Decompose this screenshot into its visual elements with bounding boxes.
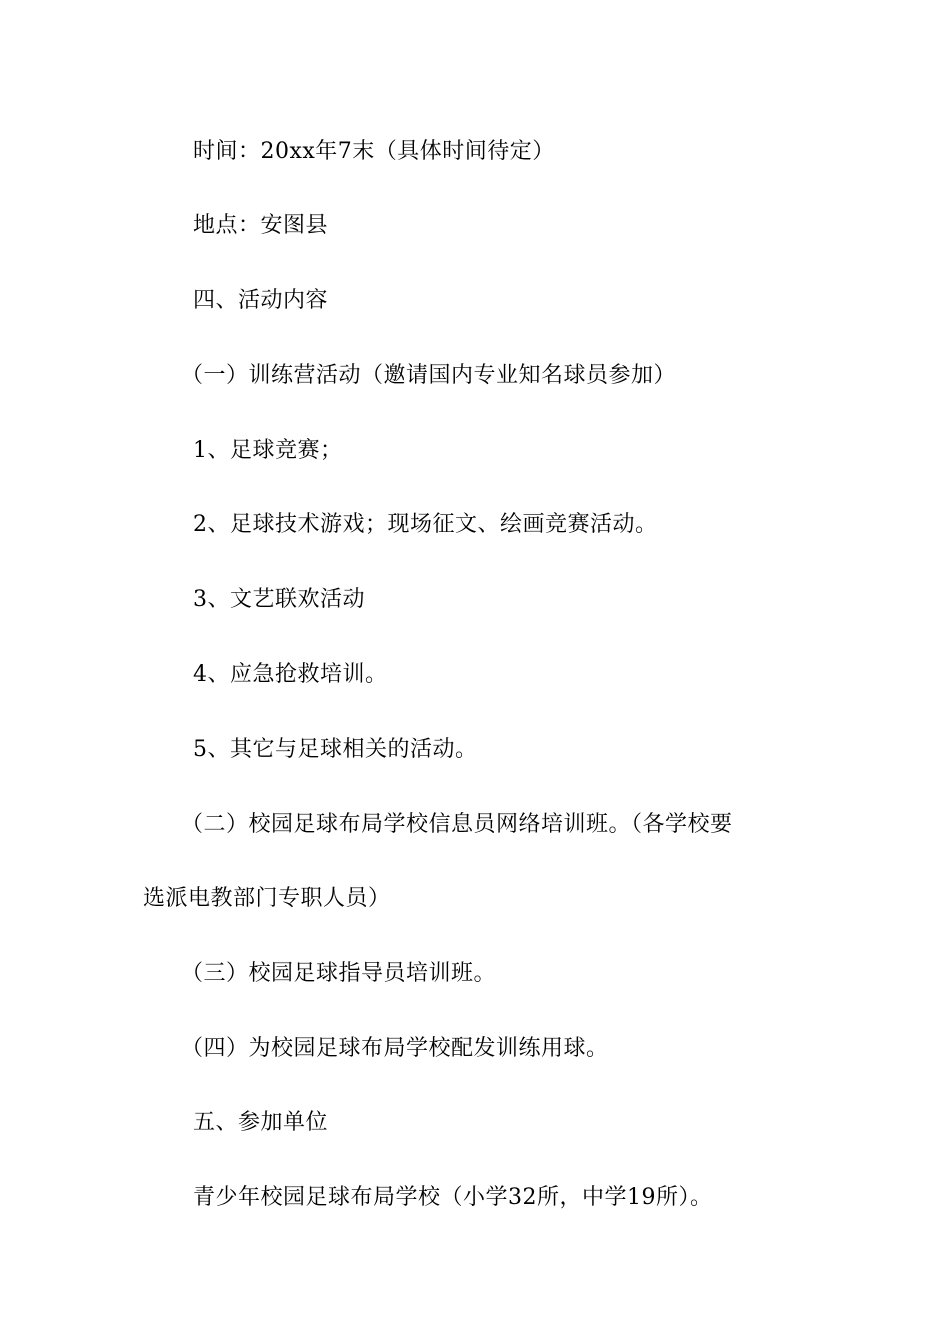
list-item: 3、文艺联欢活动 bbox=[193, 587, 365, 612]
paragraph-continuation: 选派电教部门专职人员） bbox=[143, 886, 391, 911]
subsection-network-training: （二）校园足球布局学校信息员网络培训班。（各学校要 bbox=[181, 812, 733, 837]
subsection-ball-distribution: （四）为校园足球布局学校配发训练用球。 bbox=[181, 1036, 609, 1061]
location-line: 地点：安图县 bbox=[193, 213, 329, 238]
participants-line: 青少年校园足球布局学校（小学32所，中学19所）。 bbox=[193, 1185, 713, 1210]
list-item: 4、应急抢救培训。 bbox=[193, 662, 388, 687]
time-line: 时间：20xx年7末（具体时间待定） bbox=[193, 139, 555, 164]
list-item: 5、其它与足球相关的活动。 bbox=[193, 737, 478, 762]
list-item: 1、足球竞赛； bbox=[193, 438, 343, 463]
section-heading-activity-content: 四、活动内容 bbox=[193, 288, 329, 313]
section-heading-participants: 五、参加单位 bbox=[193, 1110, 329, 1135]
list-item: 2、足球技术游戏；现场征文、绘画竞赛活动。 bbox=[193, 512, 658, 537]
subsection-instructor-training: （三）校园足球指导员培训班。 bbox=[181, 961, 497, 986]
subsection-training-camp: （一）训练营活动（邀请国内专业知名球员参加） bbox=[181, 363, 677, 388]
